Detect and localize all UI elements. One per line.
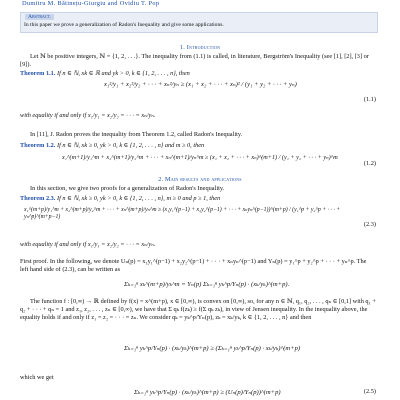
first-proof-paragraph: First proof. In the following, we denote Uₙ(p) = x₁y₁^(p−1) + x₂y₂^(p−1) + · · · + xₙyₙ^(p−1) and Yₙ(p) = y₁^p + y₂^p + · · · + yₙ^p. The left hand side of (2.3), can be written as [20,258,367,273]
jensen-equation: Σₖ₌₁ⁿ yₖ^p/Yₙ(p) · (xₖ/yₖ)^(m+p) ≥ (Σₖ₌₁ⁿ yₖ^p/Yₙ(p) · xₖ/yₖ)^(m+p) [124,345,301,352]
intro-paragraph: Let ℕ be positive integers, ℕ = {1, 2, . . .}. The inequality from (1.1) is called, in literature, Bergström's Inequality (see [1], [2], [3] or [9]). [20,53,369,68]
theorem-2-3-label: Theorem 2.3. [20,195,56,202]
equation-1-1: x₁²/y₁ + x₂²/y₂ + · · · + xₙ²/yₙ ≥ (x₁ + x₂ + · · · + xₙ)² / (y₁ + y₂ + · · · + yₙ) [104,81,297,88]
theorem-1-1-label: Theorem 1.1. [20,70,56,77]
theorem-1-1 [20,70,376,78]
theorem-2-3 [20,195,376,203]
section-main-heading: 2. Main results and applications [158,176,242,183]
equation-number-1-2: (1.2) [363,160,376,167]
paper-page [14,0,386,400]
theorem-1-2 [20,142,376,150]
radon-paragraph: In [11], J. Radon proves the inequality from Theorem 1.2, called Radon's Inequality. [30,131,243,138]
theorem-1-2-text: If n ∈ ℕ, xk ≥ 0, yk > 0, k ∈ {1, 2, . . . , n} and m ≥ 0, then [56,142,205,149]
theorem-1-2-label: Theorem 1.2. [20,142,56,149]
which-we-get-text: which we get [20,374,54,381]
section2-paragraph: In this section, we give two proofs for a generalization of Radon's Inequality. [30,185,225,192]
equation-2-3: x₁^(m+p)/y₁^m + x₂^(m+p)/y₂^m + · · · + xₙ^(m+p)/yₙ^m ≥ (x₁y₁^(p−1) + x₂y₂^(p−1) + · · · + xₙyₙ^(p−1))^(m+p) / (y₁^p + y₂^p + · · · + yₙ^p)^(m+p−1) [24,207,341,220]
theorem-2-3-equality: with equality if and only if x₁/y₁ = x₂/y₂ = · · · = xₙ/yₙ. [20,241,156,248]
equation-number-2-3: (2.3) [363,221,376,228]
final-equation: Σₖ₌₁ⁿ yₖ^p/Yₙ(p) · (xₖ/yₖ)^(m+p) ≥ (Uₙ(p)/Yₙ(p))^(m+p) [134,389,281,396]
equation-number-1-1: (1.1) [363,96,376,103]
equation-1-2: x₁^(m+1)/y₁^m + x₂^(m+1)/y₂^m + · · · + xₙ^(m+1)/yₙ^m ≥ (x₁ + x₂ + · · · + xₙ)^(m+1) / (y₁ + y₂ + · · · + yₙ)^m [62,154,338,161]
abstract-title: Abstract. [25,14,54,20]
theorem-1-1-equality: with equality if and only if x₁/y₁ = x₂/y₂ = · · · = xₙ/yₙ. [20,112,156,119]
authors-header: Dumitru M. Bătinețu-Giurgiu and Ovidiu T. Pop [22,0,160,7]
theorem-2-3-text: If n ∈ ℕ, xk ≥ 0, yk > 0, k ∈ {1, 2, . . . , n}, m ≥ 0 and p ≥ 1, then [56,195,221,202]
function-paragraph: The function f : [0,∞) → ℝ defined by f(x) = x^(m+p), x ∈ [0,∞), is convex on [0,∞), so, for any n ∈ ℕ, q₁, q₂, . . . , qₙ ∈ [0,1] with q₁ + q₂ + · · · + qₙ = 1 and z₁, z₂, . . . , zₙ ∈ [0,∞), we have that Σ qₖ f(zₖ) ≥ f(Σ qₖ zₖ), in view of Jensen inequality. In the inequality above, the equality holds if and only if z₁ = z₂ = · · · = zₙ. We consider qₖ = yₖ^p/Yₙ(p), zₖ = xₖ/yₖ, k ∈ {1, 2, . . . , n} and then [20,298,376,321]
abstract-text: In this paper we prove a generalization of Radon's Inequality and give some applications. [24,22,224,28]
section-introduction-heading: 1. Introduction [179,44,221,51]
theorem-1-1-text: If n ∈ ℕ, xk ∈ ℝ and yk > 0, k ∈ {1, 2, . . . , n}, then [56,70,190,77]
equation-number-2-5: (2.5) [363,388,376,395]
proof-equation: Σₖ₌₁ⁿ xₖ^(m+p)/yₖ^m = Yₙ(p) Σₖ₌₁ⁿ yₖ^p/Yₙ(p) · (xₖ/yₖ)^(m+p). [124,281,290,288]
abstract-box [20,12,378,33]
